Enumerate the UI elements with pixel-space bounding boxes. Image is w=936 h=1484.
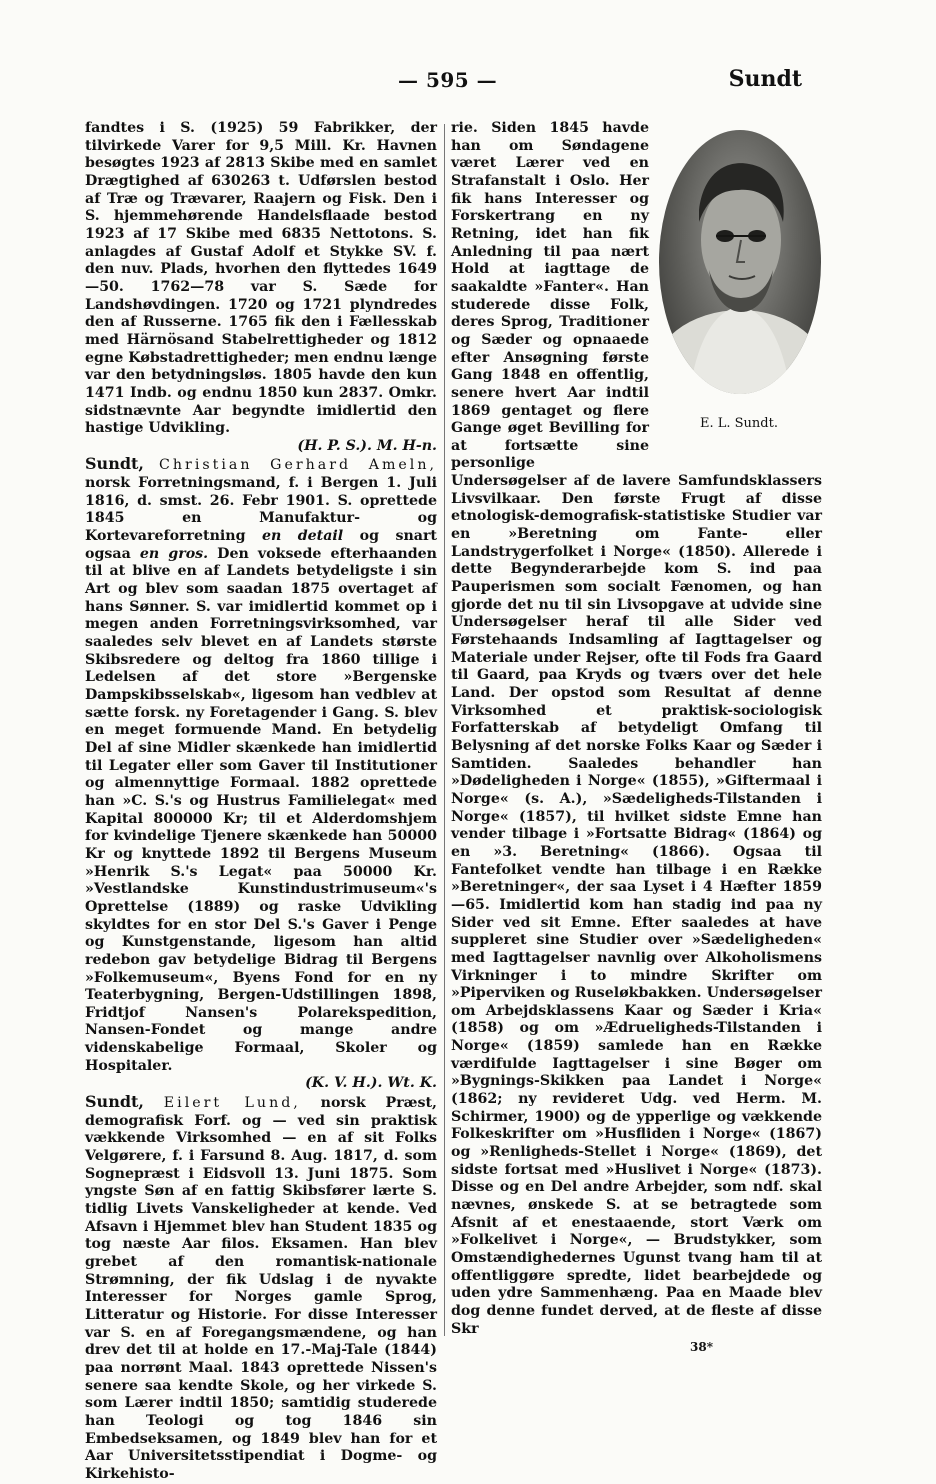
entry-text: norsk Forretningsmand, f. i Bergen 1. Juli 1816, d. smst. 26. Febr 1901. S. oprettede 1845 en Manufaktur- og Kortevareforretning [85,475,437,545]
page-number: — 595 — [398,68,498,92]
portrait-figure [653,122,825,462]
entry-eilert-sundt-continued: rie. Siden 1845 havde han om Søndagene været Lærer ved en Strafanstalt i Oslo. Her fik hans Interesser og Forskertrang en ny Retning, idet han fik Anledning til paa nært Hold at iagttage de saakaldte »Fanter«. Han studerede disse Folk, deres Sprog, Traditioner og Sæder og opnaaede efter Ansøgning første Gang 1848 en offentlig, senere hvert Aar indtil 1869 gentaget og flere Gange øget Bevilling for at fortsætte sine personlige Undersøgelser af de lavere Samfundsklassers Livsvilkaar. Den første Frugt af disse etnologisk-demografisk-statistiske Studier var en »Beretning om Fante- eller Landstrygerfolket i Norge« (1850). Allerede i dette Begynderarbejde kom S. ind paa Pauperismen som socialt Fænomen, og han gjorde det nu til sin Livsopgave at udvide sine Undersøgelser heraf til alle Sider ved Førstehaands Indsamling af Iagttagelser og Materiale under Rejser, ofte til Fods fra Gaard til Gaard, paa Kryds og tværs over det hele Land. Der opstod som Resultat af denne Virksomhed et praktisk-sociologisk Forfatterskab af betydeligt Omfang til Belysning af det norske Folks Kaar og Sæder i Samtiden. Saaledes behandler han »Dødeligheden i Norge« (1855), »Giftermaal i Norge« (s. A.), »Sædeligheds-Tilstanden i Norge« (1857), til hvilket sidste Emne han vender tilbage i »Fortsatte Bidrag« (1864) og en »3. Beretning« (1866). Ogsaa til Fantefolket vendte han tilbage i en Række »Beretninger«, der saa Lyset i 4 Hæfter 1859—65. Imidlertid kom han stadig ind paa ny Sider ved sit Emne. Efter saaledes at have suppleret sine Studier over »Sædeligheden« med Iagttagelser navnlig over Alkoholismens Virkninger i to mindre Skrifter om »Piperviken og Ruseløkbakken. Undersøgelser om Arbejdsklassens Kaar og Sæder i Kria« (1858) og om »Ædrueligheds-Tilstanden i Norge« (1859) samlede han en Række værdifulde Iagttagelser i sine Bøger om »Bygnings-Skikken paa Landet i Norge« (1862; ny revideret Udg. ved Herm. M. Schirmer, 1900) og de ypperlige og vækkende Folkeskrifter om »Husfliden i Norge« (1867) og »Renligheds-Stellet i Norge« (1869), det sidste fortsat med »Huslivet i Norge« (1873). Disse og en Del andre Arbejder, som ndf. skal nævnes, ønskede S. at se betragtede som Afsnit af et enestaaende, stort Værk om »Folkelivet i Norge«, — Brudstykker, som Omstændighedernes Ugunst tvang ham til at offentliggøre spredte, lidet bearbejdede og uden ydre Sammenhæng. Paa en Maade blev dog denne fundet derved, at de fleste af disse Skr [451,120,822,1337]
entry-text: og snart ogsaa [85,528,437,562]
left-column [85,120,437,1484]
portrait-caption: E. L. Sundt. [700,416,778,431]
signature-mark: 38* [690,1340,713,1354]
entry-eilert-sundt [85,1093,437,1483]
entry-text: Den voksede efterhaanden til at blive en af Landets betydeligste i sin Art og blev som saadan 1875 overtaget af hans Sønner. S. var imidlertid kommet op i megen anden Forretningsvirksomhed, var saaledes selv blevet en af Landets største Skibsredere og deltog fra 1860 tillige i Ledelsen af det store »Bergenske Dampskibsselskab«, ligesom han vedblev at sætte forsk. ny Foretagender i Gang. S. blev en meget formuende Mand. En betydelig Del af sine Midler skænkede han imidlertid til Legater eller som Gaver til Institutioner og almennyttige Formaal. 1882 oprettede han »C. S.'s og Hustrus Familielegat« med Kapital 800000 Kr; til et Alderdomshjem for kvindelige Tjenere skænkede han 50000 Kr og knyttede 1892 til Bergens Museum »Henrik S.'s Legat« paa 50000 Kr. »Vestlandske Kunstindustrimuseum«'s Oprettelse (1889) og raske Udvikling skyldtes for en stor Del S.'s Gaver i Penge og Kunstgenstande, ligesom han altid redebon gav betydelige Bidrag til Bergens »Folkemuseum«, Byens Fond for en ny Teaterbygning, Bergen-Udstillingen 1898, Fridtjof Nansen's Polarekspedition, Nansen-Fondet og mange andre videnskabelige Formaal, Skoler og Hospitaler. [85,545,437,1074]
paragraph-sundsvall-history: fandtes i S. (1925) 59 Fabrikker, der tilvirkede Varer for 9,5 Mill. Kr. Havnen besøgtes 1923 af 2813 Skibe med en samlet Drægtighed af 630263 t. Udførslen bestod af Træ og Trævarer, Raajern og Fisk. Den i S. hjemmehørende Handelsflaade bestod 1923 af 17 Skibe med 6835 Nettotons. S. anlagdes af Gustaf Adolf et Stykke SV. f. den nuv. Plads, hvorhen den flyttedes 1649—50. 1762—78 var S. Sæde for Landshøvdingen. 1720 og 1721 plyndredes den af Russerne. 1765 fik den i Fællesskab med Härnösand Stabelrettigheder og 1812 egne Købstadrettigheder; men endnu længe var den betydningsløs. 1805 havde den kun 1471 Indb. og endnu 1850 kun 2837. Omkr. sidstnævnte Aar begyndte imidlertid den hastige Udvikling. [85,120,437,437]
entry-text: norsk Præst, demografisk Forf. og — ved sin praktisk vækkende Virksomhed — en af sit Folks Velgørere, f. i Farsund 8. Aug. 1817, d. som Sognepræst i Eidsvoll 13. Juni 1875. Som yngste Søn af en fattig Skibsfører lærte S. tidlig Livets Vanskeligheder at kende. Ved Afsavn i Hjemmet blev han Student 1835 og tog næste Aar filos. Eksamen. Han blev grebet af den romantisk-nationale Strømning, der fik Udslag i de nyvakte Interesser for Norges gamle Sprog, Litteratur og Historie. For disse Interesser var S. en af Foregangsmændene, og han drev det til at holde en 17.-Maj-Tale (1844) paa norrønt Maal. 1843 oprettede Nissen's senere saa kendte Skole, og her virkede S. som Lærer indtil 1850; samtidig studerede han Teologi og tog 1846 sin Embedseksamen, og 1849 blev han for et Aar Universitetsstipendiat i Dogme- og Kirkehisto- [85,1095,437,1482]
entry-headword: Sundt, [85,1092,144,1112]
entry-italic: en gros. [139,545,209,562]
page-header [0,68,936,98]
author-signature: (K. V. H.). Wt. K. [305,1075,437,1092]
portrait-image [659,130,821,394]
right-column [451,120,822,1338]
entry-name: Eilert Lund, [163,1095,301,1112]
running-head: Sundt [728,66,802,92]
column-divider [444,124,445,1336]
entry-christian-sundt [85,455,437,1075]
author-signature: (H. P. S.). M. H-n. [297,437,437,454]
entry-headword: Sundt, [85,454,144,474]
entry-name: Christian Gerhard Ameln, [159,457,437,474]
entry-italic: en detail [261,528,344,545]
